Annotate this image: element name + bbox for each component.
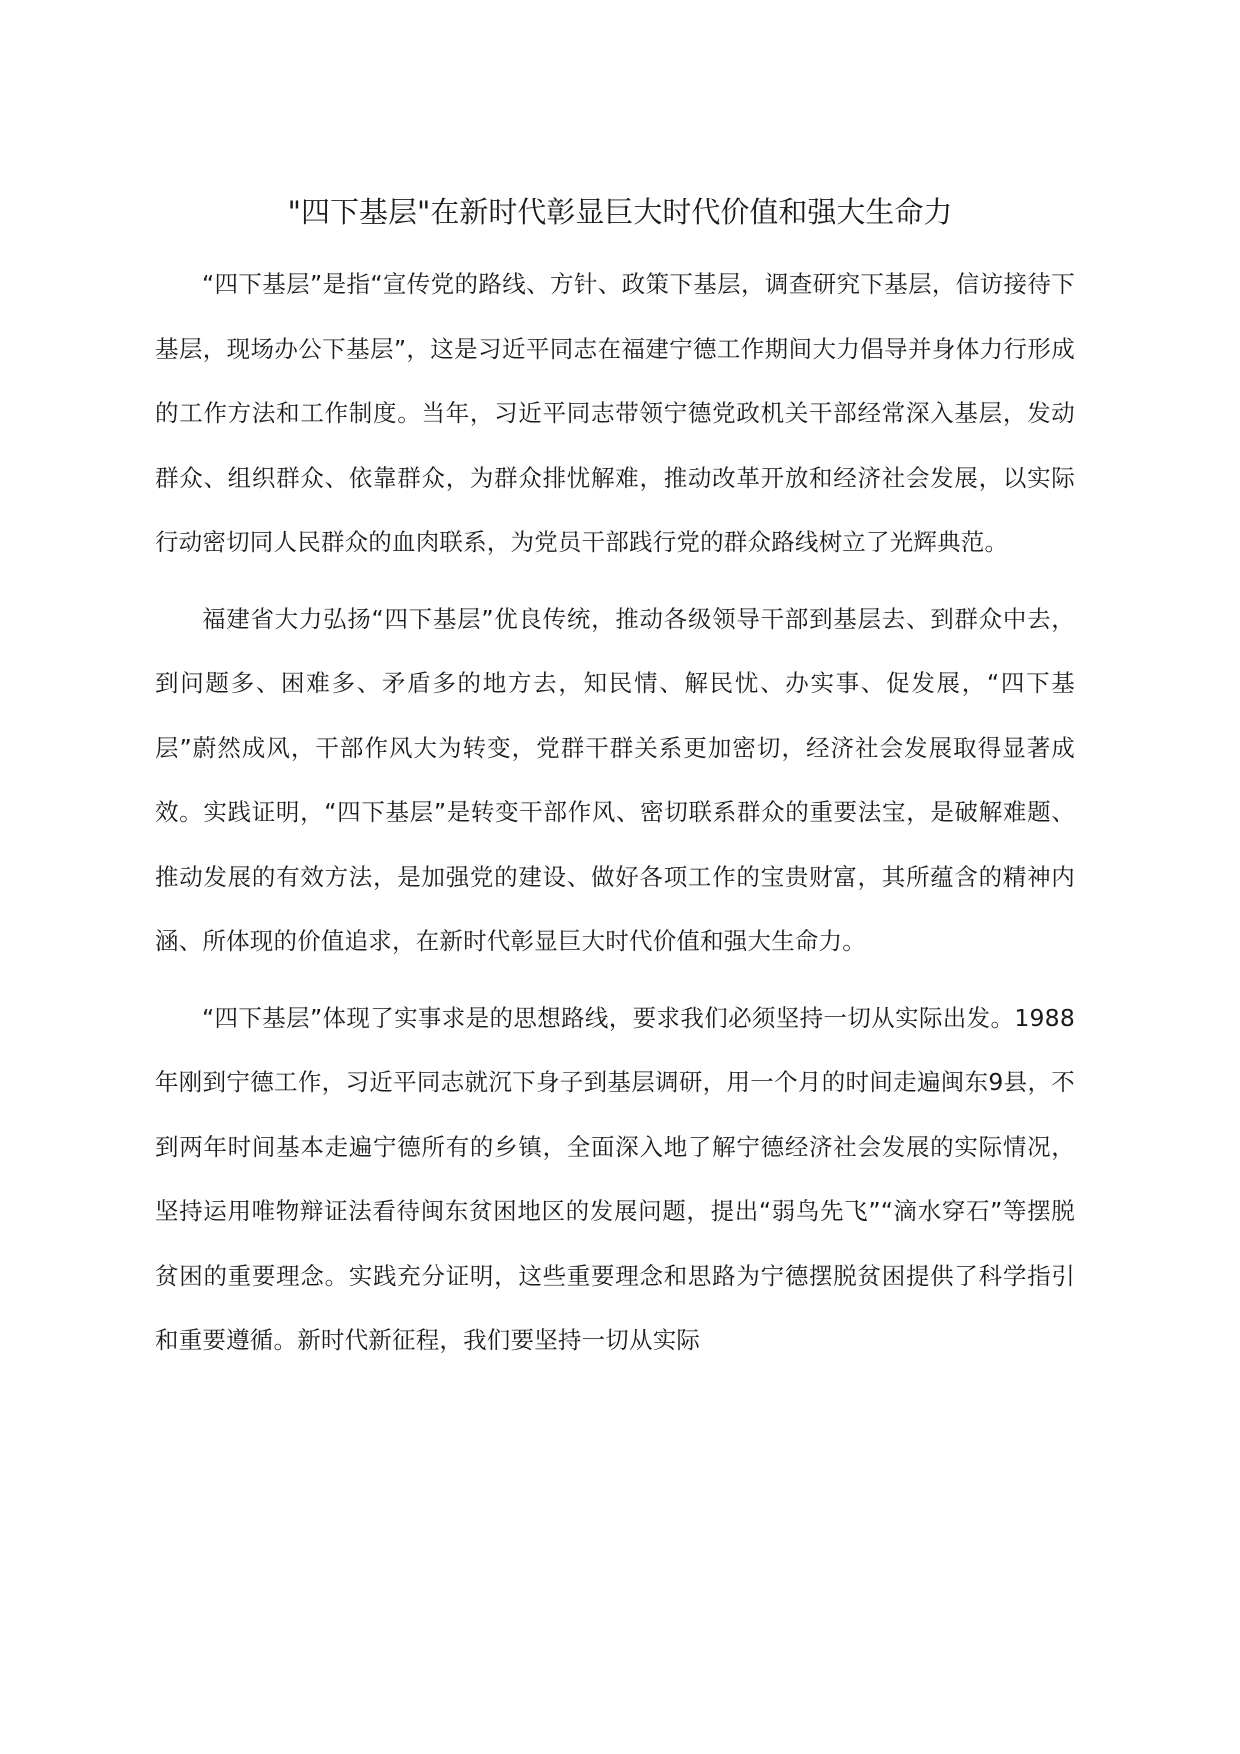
paragraph-2: 福建省大力弘扬“四下基层”优良传统，推动各级领导干部到基层去、到群众中去，到问题多、困难多、矛盾多的地方去，知民情、解民忧、办实事、促发展，“四下基层”蔚然成风，干部作风大为转变，党群干群关系更加密切，经济社会发展取得显著成效。实践证明，“四下基层”是转变干部作风、密切联系群众的重要法宝，是破解难题、推动发展的有效方法，是加强党的建设、做好各项工作的宝贵财富，其所蕴含的精神内涵、所体现的价值追求，在新时代彰显巨大时代价值和强大生命力。 bbox=[155, 604, 1075, 955]
document-title: "四下基层"在新时代彰显巨大时代价值和强大生命力 bbox=[287, 195, 953, 229]
paragraph-1: “四下基层”是指“宣传党的路线、方针、政策下基层，调查研究下基层，信访接待下基层，现场办公下基层”，这是习近平同志在福建宁德工作期间大力倡导并身体力行形成的工作方法和工作制度。当年，习近平同志带领宁德党政机关干部经常深入基层，发动群众、组织群众、依靠群众，为群众排忧解难，推动改革开放和经济社会发展，以实际行动密切同人民群众的血肉联系，为党员干部践行党的群众路线树立了光辉典范。 bbox=[155, 270, 1075, 556]
document-body bbox=[155, 252, 1075, 1385]
paragraph-3: “四下基层”体现了实事求是的思想路线，要求我们必须坚持一切从实际出发。1988年刚到宁德工作，习近平同志就沉下身子到基层调研，用一个月的时间走遍闽东9县，不到两年时间基本走遍宁德所有的乡镇，全面深入地了解宁德经济社会发展的实际情况，坚持运用唯物辩证法看待闽东贫困地区的发展问题，提出“弱鸟先飞”“滴水穿石”等摆脱贫困的重要理念。实践充分证明，这些重要理念和思路为宁德摆脱贫困提供了科学指引和重要遵循。新时代新征程，我们要坚持一切从实际 bbox=[155, 1003, 1075, 1354]
